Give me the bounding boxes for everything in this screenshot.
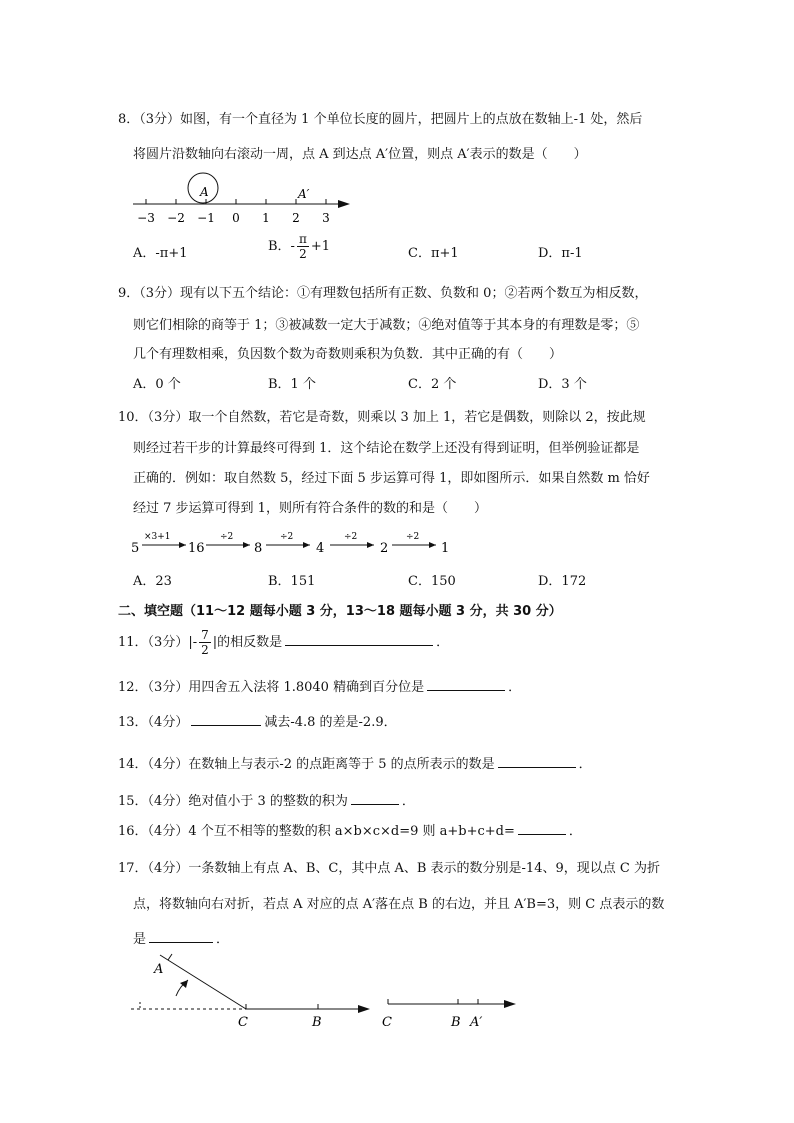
q12-line	[118, 676, 521, 695]
q16-end: ．	[568, 824, 582, 839]
process-number: 16	[188, 541, 205, 556]
process-number: 5	[131, 541, 140, 556]
q11-end: ．	[436, 635, 450, 650]
q16-line	[118, 820, 582, 839]
point-label-a-prime: A′	[298, 187, 310, 201]
q9-option-b: B．1 个	[268, 377, 316, 392]
q12-answer-blank[interactable]	[427, 678, 505, 691]
process-number: 1	[441, 541, 450, 556]
process-number: 2	[380, 541, 389, 556]
axis-arrow-icon	[338, 200, 350, 208]
process-op: ×3+1	[144, 532, 171, 542]
q13-line	[118, 711, 397, 730]
disc-label-a: A	[200, 185, 209, 199]
process-number: 8	[254, 541, 263, 556]
q17-line1: 17．（4分）一条数轴上有点 A、B、C，其中点 A、B 表示的数分别是-14、9，现以点 C 为折	[118, 861, 660, 876]
axis-tick-label: 2	[292, 211, 300, 225]
q10-option-b: B．151	[268, 574, 316, 589]
fraction-denominator: 2	[201, 643, 209, 657]
q13-prefix: 13．（4分）	[118, 715, 189, 730]
q15-answer-blank[interactable]	[351, 792, 399, 805]
q11-line	[118, 628, 449, 657]
axis-tick-label: −1	[197, 211, 215, 225]
q13-suffix: 减去-4.8 的差是-2.9．	[264, 715, 397, 730]
fraction-numerator: π	[298, 232, 307, 246]
q12-text: 12．（3分）用四舍五入法将 1.8040 精确到百分位是	[118, 680, 425, 695]
q10-line4: 经过 7 步运算可得到 1，则所有符合条件的数的和是（ ）	[133, 501, 487, 516]
process-op: ÷2	[220, 532, 234, 542]
q8-option-b	[268, 232, 330, 261]
q15-line	[118, 790, 415, 809]
q9-option-c: C．2 个	[408, 377, 457, 392]
q11-abs-right: |	[212, 635, 218, 650]
q15-end: ．	[401, 794, 415, 809]
q8-line2: 将圆片沿数轴向右滚动一周，点 A 到达点 A′位置，则点 A′表示的数是（ ）	[133, 147, 587, 162]
q14-line	[118, 753, 592, 772]
q14-end: ．	[578, 757, 592, 772]
q16-text: 16．（4分）4 个互不相等的整数的积 a×b×c×d=9 则 a+b+c+d=	[118, 824, 515, 839]
process-number: 4	[316, 541, 325, 556]
label-a-prime-right: A′	[470, 1015, 483, 1030]
q11-prefix: 11．（3分）	[118, 635, 189, 650]
fraction-denominator: 2	[299, 247, 307, 261]
q10-option-c: C．150	[408, 574, 456, 589]
q11-fraction	[199, 628, 211, 657]
fraction-numerator: 7	[201, 628, 209, 642]
q17-answer-blank[interactable]	[149, 930, 213, 943]
label-b: B	[312, 1015, 322, 1030]
q9-line3: 几个有理数相乘，负因数个数为奇数则乘积为负数．其中正确的有（ ）	[133, 347, 563, 362]
q10-process-figure	[128, 528, 458, 558]
q8-number-line-figure	[128, 170, 358, 230]
q10-line1: 10．（3分）取一个自然数，若它是奇数，则乘以 3 加上 1，若它是偶数，则除以 2，按此规	[118, 410, 646, 425]
q17-line3-end: ．	[216, 932, 230, 947]
q10-line2: 则经过若干步的计算最终可得到 1．这个结论在数学上还没有得到证明，但举例验证都是	[133, 441, 640, 456]
q17-fold-figure	[128, 950, 528, 1035]
q14-answer-blank[interactable]	[498, 755, 576, 768]
label-a: A	[154, 962, 164, 977]
q9-line2: 则它们相除的商等于 1；③被减数一定大于减数；④绝对值等于其本身的有理数是零；⑤	[133, 318, 640, 333]
q11-abs-left: |-	[188, 635, 198, 650]
q9-line1: 9．（3分）现有以下五个结论：①有理数包括所有正数、负数和 0；②若两个数互为相反数，	[118, 286, 648, 301]
q11-answer-blank[interactable]	[285, 633, 433, 646]
tick-a	[168, 954, 172, 960]
q8-option-c: C．π+1	[408, 246, 459, 261]
q8-option-d: D．π-1	[538, 246, 583, 261]
process-op: ÷2	[344, 532, 358, 542]
section-2-title: 二、填空题（11～12 题每小题 3 分，13～18 题每小题 3 分，共 30 分）	[118, 604, 562, 619]
q8-option-a: A．-π+1	[133, 246, 188, 261]
q10-option-d: D．172	[538, 574, 587, 589]
label-b-right: B	[451, 1015, 461, 1030]
axis-tick-label: −3	[137, 211, 155, 225]
q12-end: ．	[508, 680, 522, 695]
axis-arrow-icon	[504, 1000, 516, 1008]
q11-suffix: 的相反数是	[217, 635, 283, 650]
q17-line2: 点，将数轴向右对折，若点 A 对应的点 A′落在点 B 的右边，并且 A′B=3，则 C 点表示的数	[133, 897, 665, 912]
q8-option-b-suffix: +1	[310, 239, 331, 254]
q17-line3-prefix: 是	[133, 932, 147, 947]
q14-text: 14．（4分）在数轴上与表示-2 的点距离等于 5 的点所表示的数是	[118, 757, 495, 772]
axis-tick-label: 1	[262, 211, 270, 225]
label-c-right: C	[382, 1015, 392, 1030]
folded-axis-line	[160, 955, 246, 1009]
q8-line1: 8．（3分）如图，有一个直径为 1 个单位长度的圆片，把圆片上的点放在数轴上-1 处，然后	[118, 112, 643, 127]
q8-option-b-prefix: B．-	[268, 239, 295, 254]
process-op: ÷2	[406, 532, 420, 542]
q10-line3: 正确的．例如：取自然数 5，经过下面 5 步运算可得 1，即如图所示．如果自然数 m 恰好	[133, 471, 650, 486]
q15-text: 15．（4分）绝对值小于 3 的整数的积为	[118, 794, 348, 809]
q9-option-a: A．0 个	[133, 377, 181, 392]
q8-option-b-fraction	[297, 232, 309, 261]
q16-answer-blank[interactable]	[518, 822, 566, 835]
q10-option-a: A．23	[133, 574, 172, 589]
axis-arrow-icon	[358, 1005, 370, 1013]
q13-answer-blank[interactable]	[191, 713, 261, 726]
label-c: C	[238, 1015, 248, 1030]
process-op: ÷2	[280, 532, 294, 542]
axis-tick-label: 0	[232, 211, 240, 225]
q17-line3	[133, 928, 229, 947]
q9-option-d: D．3 个	[538, 377, 587, 392]
axis-tick-label: 3	[322, 211, 330, 225]
axis-tick-label: −2	[167, 211, 185, 225]
